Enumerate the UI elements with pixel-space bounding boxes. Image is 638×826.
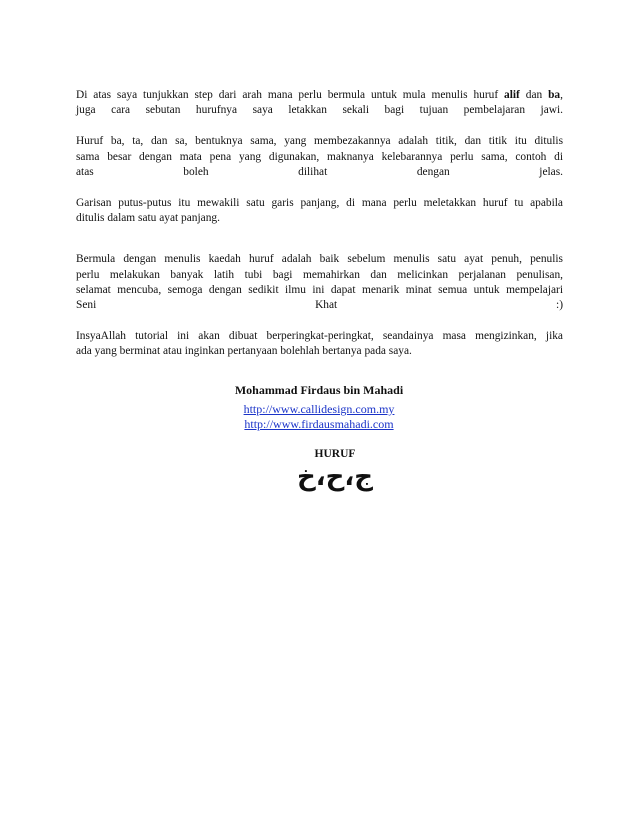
- jawi-letters: ج،ح،خ: [297, 462, 373, 492]
- paragraph-3-line-2: ditulis dalam satu ayat panjang.: [76, 212, 220, 225]
- paragraph-2-line-2: sama besar dengan mata pena yang digunakan, maknanya kelebarannya perlu sama, contoh di: [76, 150, 563, 163]
- paragraph-1-line-2: juga cara sebutan hurufnya saya letakkan sekali bagi tujuan pembelajaran jawi.: [76, 104, 563, 117]
- paragraph-3: [76, 196, 563, 226]
- signature-block: [0, 383, 638, 492]
- link-callidesign[interactable]: http://www.callidesign.com.my: [243, 402, 395, 416]
- paragraph-5: [76, 329, 563, 359]
- author-links: [0, 402, 638, 432]
- paragraph-5-line-1: InsyaAllah tutorial ini akan dibuat berperingkat-peringkat, seandainya masa mengizinkan, jika: [76, 330, 563, 343]
- link-firdausmahadi[interactable]: http://www.firdausmahadi.com: [244, 417, 394, 431]
- paragraph-5-line-2: ada yang berminat atau inginkan pertanyaan bolehlah bertanya pada saya.: [76, 345, 412, 358]
- paragraph-2: [76, 134, 563, 180]
- document-body: [76, 88, 563, 376]
- paragraph-4-line-2: perlu melakukan banyak latih tubi bagi memahirkan dan melicinkan perjalanan penulisan,: [76, 268, 563, 281]
- paragraph-4: [76, 252, 563, 313]
- paragraph-4-line-3: selamat mencuba, semoga dengan sedikit ilmu ini dapat menarik minat semua untuk mempelajari: [76, 283, 563, 296]
- paragraph-1-line-1: Di atas saya tunjukkan step dari arah mana perlu bermula untuk mula menulis huruf alif dan ba,: [76, 89, 563, 101]
- paragraph-3-line-1: Garisan putus-putus itu mewakili satu garis panjang, di mana perlu meletakkan huruf tu apabila: [76, 197, 563, 210]
- paragraph-1: [76, 88, 563, 118]
- bold-alif: alif: [504, 89, 520, 101]
- paragraph-4-line-4: Seni Khat :): [76, 299, 563, 312]
- paragraph-4-line-1: Bermula dengan menulis kaedah huruf adalah baik sebelum menulis satu ayat penuh, penulis: [76, 253, 563, 266]
- huruf-heading: HURUF: [314, 448, 356, 460]
- author-name: Mohammad Firdaus bin Mahadi: [234, 383, 404, 397]
- paragraph-2-line-3: atas boleh dilihat dengan jelas.: [76, 165, 563, 178]
- paragraph-2-line-1: Huruf ba, ta, dan sa, bentuknya sama, yang membezakannya adalah titik, dan titik itu ditulis: [76, 135, 563, 148]
- bold-ba: ba: [548, 89, 561, 101]
